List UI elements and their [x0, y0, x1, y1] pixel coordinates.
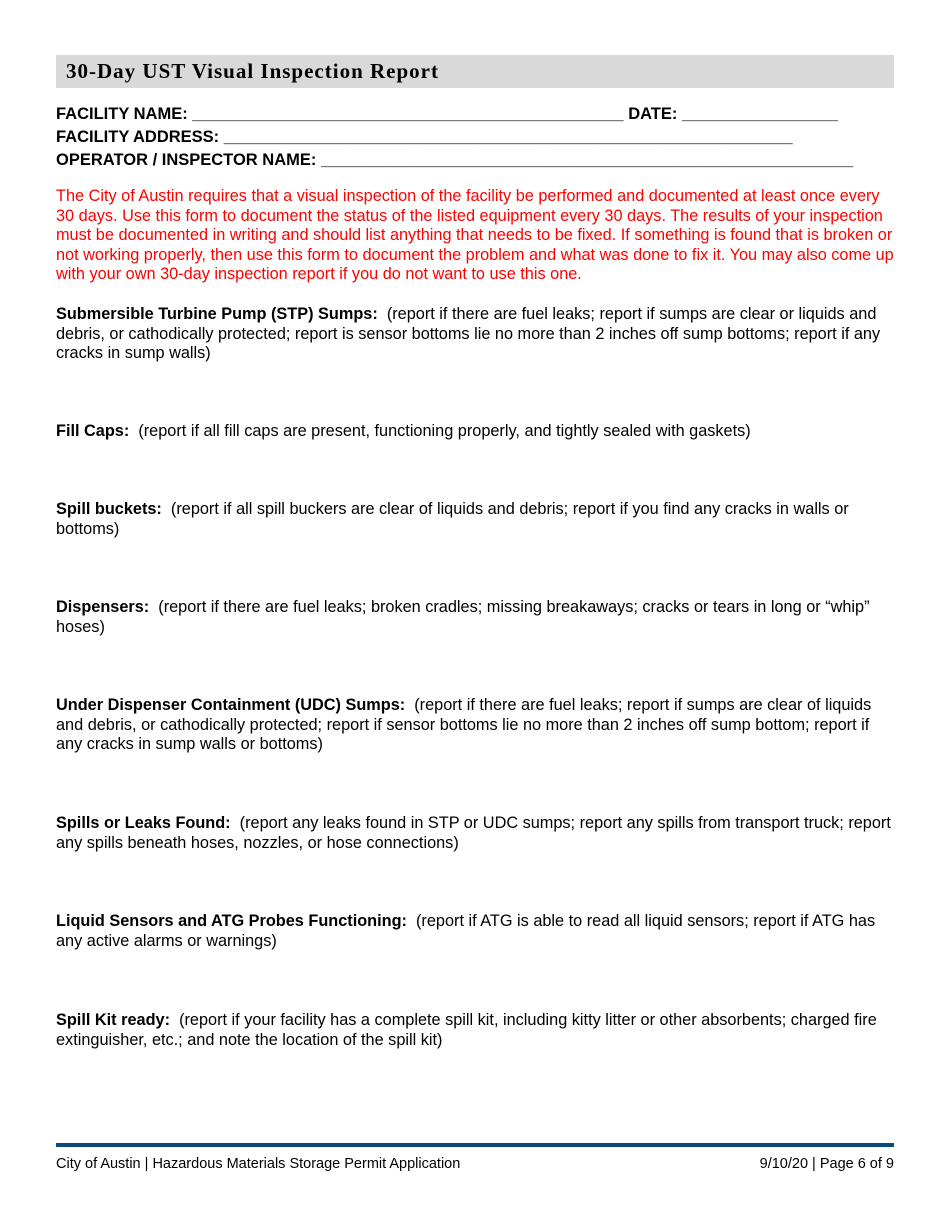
date-field[interactable]: _________________ [681, 105, 838, 123]
section-text: (report if there are fuel leaks; broken cradles; missing breakaways; cracks or tears in long or “whip” hoses) [56, 598, 870, 636]
section-text: (report if there are fuel leaks; report if sumps are clear of liquids and debris, or cathodically protected; report if sensor bottoms lie no more than 2 inches off sump bottom; report if any cracks in sump walls or bottoms) [56, 696, 872, 753]
operator-name-line [56, 149, 853, 171]
facility-address-line [56, 126, 793, 148]
section-stp-sumps [56, 305, 894, 364]
operator-name-field[interactable]: __________________________________________________________ [320, 151, 854, 169]
section-label: Dispensers: [56, 598, 150, 616]
section-fill-caps [56, 422, 894, 442]
section-text: (report any leaks found in STP or UDC sumps; report any spills from transport truck; report any spills beneath hoses, nozzles, or hose connections) [56, 814, 891, 852]
section-label: Under Dispenser Containment (UDC) Sumps: [56, 696, 406, 714]
title-bar [56, 55, 894, 88]
section-label: Spill buckets: [56, 500, 162, 518]
section-label: Liquid Sensors and ATG Probes Functioning: [56, 912, 407, 930]
facility-address-field[interactable]: ______________________________________________________________ [223, 128, 793, 146]
section-text: (report if your facility has a complete spill kit, including kitty litter or other absorbents; charged fire extinguisher, etc.; and note the location of the spill kit) [56, 1011, 877, 1049]
section-label: Fill Caps: [56, 422, 130, 440]
section-label: Submersible Turbine Pump (STP) Sumps: [56, 305, 378, 323]
intro-instructions: The City of Austin requires that a visual inspection of the facility be performed and documented at least once every 30 days. Use this form to document the status of the listed equipment every 30 days. The results of your inspection must be documented in writing and should list anything that needs to be fixed. If something is found that is broken or not working properly, then use this form to document the problem and what was done to fix it. You may also come up with your own 30-day inspection report if you do not want to use this one. [56, 187, 894, 283]
section-label: Spills or Leaks Found: [56, 814, 231, 832]
operator-name-label: OPERATOR / INSPECTOR NAME: [56, 151, 317, 169]
page-title: 30-Day UST Visual Inspection Report [66, 59, 439, 83]
section-text: (report if ATG is able to read all liquid sensors; report if ATG has any active alarms or warnings) [56, 912, 876, 950]
footer-page-info: 9/10/20 | Page 6 of 9 [759, 1156, 894, 1172]
facility-name-field[interactable]: _______________________________________________ [192, 105, 624, 123]
facility-name-line [56, 103, 838, 125]
section-text: (report if there are fuel leaks; report if sumps are clear or liquids and debris, or cathodically protected; report is sensor bottoms lie no more than 2 inches off sump bottoms; report if any cracks in sump walls) [56, 305, 881, 362]
section-label: Spill Kit ready: [56, 1011, 170, 1029]
date-label: DATE: [628, 105, 678, 123]
facility-address-label: FACILITY ADDRESS: [56, 128, 220, 146]
section-text: (report if all fill caps are present, functioning properly, and tightly sealed with gaskets) [138, 422, 751, 440]
section-spill-kit [56, 1011, 894, 1050]
section-text: (report if all spill buckers are clear of liquids and debris; report if you find any cracks in walls or bottoms) [56, 500, 849, 538]
section-dispensers [56, 598, 894, 637]
section-udc-sumps [56, 696, 894, 755]
footer-document-name: City of Austin | Hazardous Materials Storage Permit Application [56, 1156, 461, 1172]
section-spill-buckets [56, 500, 894, 539]
section-liquid-sensors [56, 912, 894, 951]
footer-divider [56, 1143, 894, 1147]
section-spills-leaks [56, 814, 894, 853]
facility-name-label: FACILITY NAME: [56, 105, 188, 123]
